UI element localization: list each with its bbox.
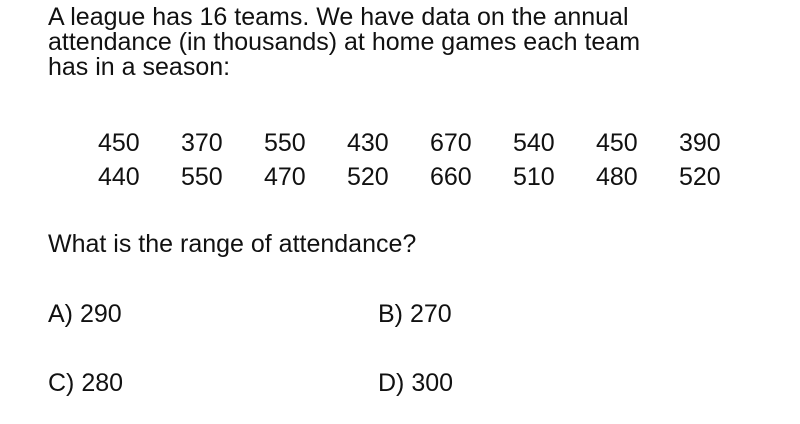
data-value: 450 [596, 128, 638, 157]
data-value: 550 [264, 128, 306, 157]
answer-option-d[interactable]: D) 300 [378, 369, 454, 397]
problem-statement-line: has in a season: [48, 53, 231, 81]
data-value: 440 [98, 162, 140, 191]
data-row [98, 160, 762, 194]
answer-option-a[interactable]: A) 290 [48, 300, 122, 328]
data-value: 470 [264, 162, 306, 191]
data-row [98, 126, 762, 160]
data-value: 480 [596, 162, 638, 191]
data-value: 370 [181, 128, 223, 157]
problem-statement-line: attendance (in thousands) at home games each team [48, 28, 641, 56]
answer-option-b[interactable]: B) 270 [378, 300, 452, 328]
data-value: 510 [513, 162, 555, 191]
problem-statement [48, 5, 768, 80]
data-value: 520 [347, 162, 389, 191]
data-value: 550 [181, 162, 223, 191]
data-value: 660 [430, 162, 472, 191]
data-value: 430 [347, 128, 389, 157]
attendance-data-table [98, 126, 762, 194]
data-value: 390 [679, 128, 721, 157]
data-value: 520 [679, 162, 721, 191]
problem-statement-line: A league has 16 teams. We have data on the annual [48, 3, 629, 31]
answer-option-c[interactable]: C) 280 [48, 369, 124, 397]
data-value: 670 [430, 128, 472, 157]
data-value: 540 [513, 128, 555, 157]
data-value: 450 [98, 128, 140, 157]
question-text: What is the range of attendance? [48, 230, 417, 258]
